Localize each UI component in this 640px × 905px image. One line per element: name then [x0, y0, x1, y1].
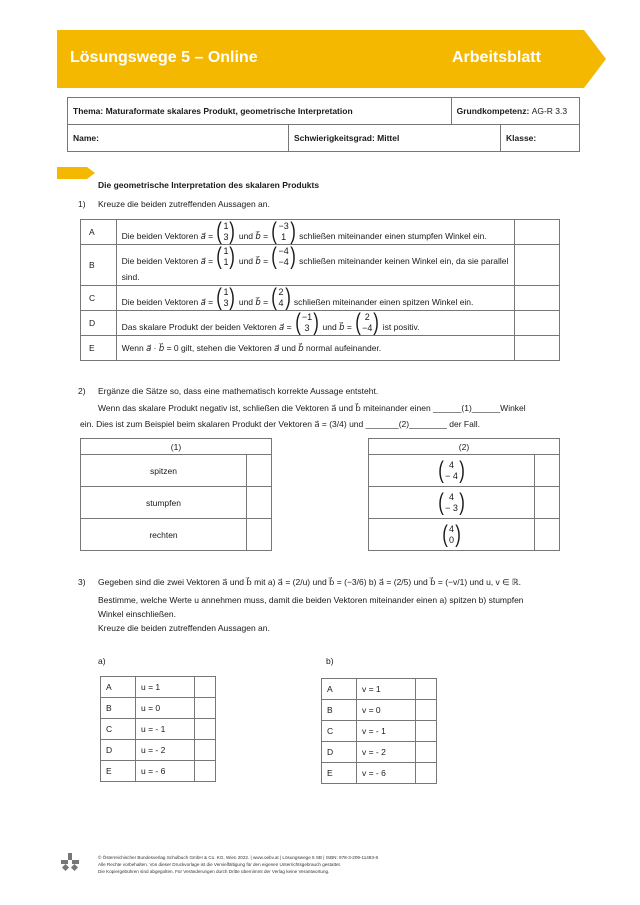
task1-checkbox-e[interactable] [514, 336, 559, 361]
task3-a-value-e: u = - 6 [136, 761, 195, 782]
task1-checkbox-d[interactable] [514, 311, 559, 336]
task3-a-checkbox-e[interactable] [195, 761, 216, 782]
competence-cell: Grundkompetenz: AG-R 3.3 [451, 98, 579, 125]
task1-row-d [81, 311, 560, 336]
task2-options-1 [80, 438, 272, 551]
task1-checkbox-a[interactable] [514, 220, 559, 245]
section-title: Die geometrische Interpretation des skalaren Produkts [98, 180, 320, 190]
task2-option-1-2: stumpfen [81, 487, 247, 519]
task3-a-label-e: E [101, 761, 136, 782]
task3-a-table [100, 676, 216, 782]
task3-b-label-d: D [322, 742, 357, 763]
task3-b-checkbox-e[interactable] [416, 763, 437, 784]
task1-label-a: A [81, 220, 117, 245]
name-cell[interactable]: Name: [68, 125, 289, 152]
task1-label-e: E [81, 336, 117, 361]
topic-cell: Thema: Maturaformate skalares Produkt, geometrische Interpretation [68, 98, 452, 125]
task1-table [80, 219, 560, 361]
task2-checkbox-1-2[interactable] [247, 487, 272, 519]
task1-checkbox-b[interactable] [514, 245, 559, 286]
task3-a-value-c: u = - 1 [136, 719, 195, 740]
task1-row-a [81, 220, 560, 245]
task3-a-value-d: u = - 2 [136, 740, 195, 761]
task3-b-value-a: v = 1 [357, 679, 416, 700]
task1-number: 1) [78, 199, 86, 209]
task3-a-label-a: A [101, 677, 136, 698]
task3-a-label-d: D [101, 740, 136, 761]
task1-statement-b: Die beiden Vektoren a⃗ = ( 1 1 ) und b⃗ = ( −4 −4 ) schließen miteinander keinen Winkel ein, da sie parallel sind. [116, 245, 514, 286]
task2-checkbox-2-1[interactable] [535, 455, 560, 487]
task3-line3: Winkel einschließen. [98, 609, 176, 619]
task3-b-label-a: A [322, 679, 357, 700]
task3-a-label: a) [98, 656, 106, 666]
task3-line4: Kreuze die beiden zutreffenden Aussagen an. [98, 623, 270, 633]
task3-b-table [321, 678, 437, 784]
task2-option-2-2: ( 4 − 3 ) [369, 487, 535, 519]
task1-statement-a: Die beiden Vektoren a⃗ = ( 1 3 ) und b⃗ = ( −3 1 ) schließen miteinander einen stumpfen Winkel ein. [116, 220, 514, 245]
task3-a-checkbox-b[interactable] [195, 698, 216, 719]
worksheet-badge: Arbeitsblatt [452, 49, 541, 66]
task3-b-label-b: B [322, 700, 357, 721]
footer-line3: Die Kopiergebühren sind abgegolten. Für Veränderungen durch Dritte übernimmt der Verlag keine Verantwortung. [98, 869, 330, 874]
header-banner-arrow [584, 30, 606, 88]
task1-checkbox-c[interactable] [514, 286, 559, 311]
task1-label-b: B [81, 245, 117, 286]
publisher-logo-icon [60, 852, 80, 872]
class-cell[interactable]: Klasse: [501, 125, 580, 152]
task3-b-checkbox-d[interactable] [416, 742, 437, 763]
task2-option-1-1: spitzen [81, 455, 247, 487]
task3-a-checkbox-c[interactable] [195, 719, 216, 740]
task2-options-2 [368, 438, 560, 551]
task2-col1-header: (1) [81, 439, 272, 455]
task3-b-label: b) [326, 656, 334, 666]
task2-checkbox-2-2[interactable] [535, 487, 560, 519]
task3-a-value-b: u = 0 [136, 698, 195, 719]
task3-number: 3) [78, 577, 86, 587]
task3-a-value-a: u = 1 [136, 677, 195, 698]
footer [98, 854, 378, 875]
task3-a-label-b: B [101, 698, 136, 719]
task3-a-checkbox-a[interactable] [195, 677, 216, 698]
section-marker [57, 167, 87, 179]
task3-line1: Gegeben sind die zwei Vektoren a⃗ und b⃗ mit a) a⃗ = (2/u) und b⃗ = (−3/6) b) a⃗ = (2/5) und b⃗ = (−v/1) und u, v ∈ ℝ. [98, 577, 521, 587]
task2-checkbox-1-3[interactable] [247, 519, 272, 551]
task2-checkbox-1-1[interactable] [247, 455, 272, 487]
task3-b-value-e: v = - 6 [357, 763, 416, 784]
task1-label-d: D [81, 311, 117, 336]
task3-b-checkbox-c[interactable] [416, 721, 437, 742]
task1-statement-e: Wenn a⃗ · b⃗ = 0 gilt, stehen die Vektoren a⃗ und b⃗ normal aufeinander. [116, 336, 514, 361]
task3-b-value-b: v = 0 [357, 700, 416, 721]
task1-row-b [81, 245, 560, 286]
task2-option-1-3: rechten [81, 519, 247, 551]
task3-line2: Bestimme, welche Werte u annehmen muss, damit die beiden Vektoren miteinander einen a) spitzen b) stumpfen [98, 595, 524, 605]
task2-option-2-3: ( 4 0 ) [369, 519, 535, 551]
footer-line2: Alle Rechte vorbehalten. Von dieser Druckvorlage ist die Vervielfältigung für den eigenen Unterrichtsgebrauch gestattet. [98, 862, 342, 867]
task1-statement-c: Die beiden Vektoren a⃗ = ( 1 3 ) und b⃗ = ( 2 4 ) schließen miteinander einen spitzen Winkel ein. [116, 286, 514, 311]
task2-instruction: Ergänze die Sätze so, dass eine mathematisch korrekte Aussage entsteht. [98, 386, 379, 396]
task2-checkbox-2-3[interactable] [535, 519, 560, 551]
task3-b-value-c: v = - 1 [357, 721, 416, 742]
page-title: Lösungswege 5 – Online [70, 49, 258, 66]
task2-option-2-1: ( 4 − 4 ) [369, 455, 535, 487]
task3-a-label-c: C [101, 719, 136, 740]
difficulty-cell: Schwierigkeitsgrad: Mittel [289, 125, 501, 152]
task2-number: 2) [78, 386, 86, 396]
task3-b-checkbox-b[interactable] [416, 700, 437, 721]
task1-label-c: C [81, 286, 117, 311]
task2-sentence-line2: ein. Dies ist zum Beispiel beim skalaren Produkt der Vektoren a⃗ = (3/4) und _______(2)________ der Fall. [80, 419, 480, 429]
footer-line1: © Österreichischer Bundesverlag Schulbuch GmbH & Co. KG, Wien 2022. | www.oebv.at | Lösungswege 5 SB | ISBN: 978-3-209-11493-8 [98, 855, 379, 860]
task3-a-checkbox-d[interactable] [195, 740, 216, 761]
task3-b-label-e: E [322, 763, 357, 784]
task2-sentence-line1: Wenn das skalare Produkt negativ ist, schließen die Vektoren a⃗ und b⃗ miteinander einen ______(1)______Winkel [98, 403, 526, 413]
task1-row-c [81, 286, 560, 311]
task2-col2-header: (2) [369, 439, 560, 455]
task3-b-label-c: C [322, 721, 357, 742]
task1-instruction: Kreuze die beiden zutreffenden Aussagen an. [98, 199, 270, 209]
section-marker-tip [87, 167, 95, 179]
task3-b-checkbox-a[interactable] [416, 679, 437, 700]
task1-statement-d: Das skalare Produkt der beiden Vektoren a⃗ = ( −1 3 ) und b⃗ = ( 2 −4 ) ist positiv. [116, 311, 514, 336]
info-table [67, 97, 580, 152]
task3-b-value-d: v = - 2 [357, 742, 416, 763]
task1-row-e [81, 336, 560, 361]
